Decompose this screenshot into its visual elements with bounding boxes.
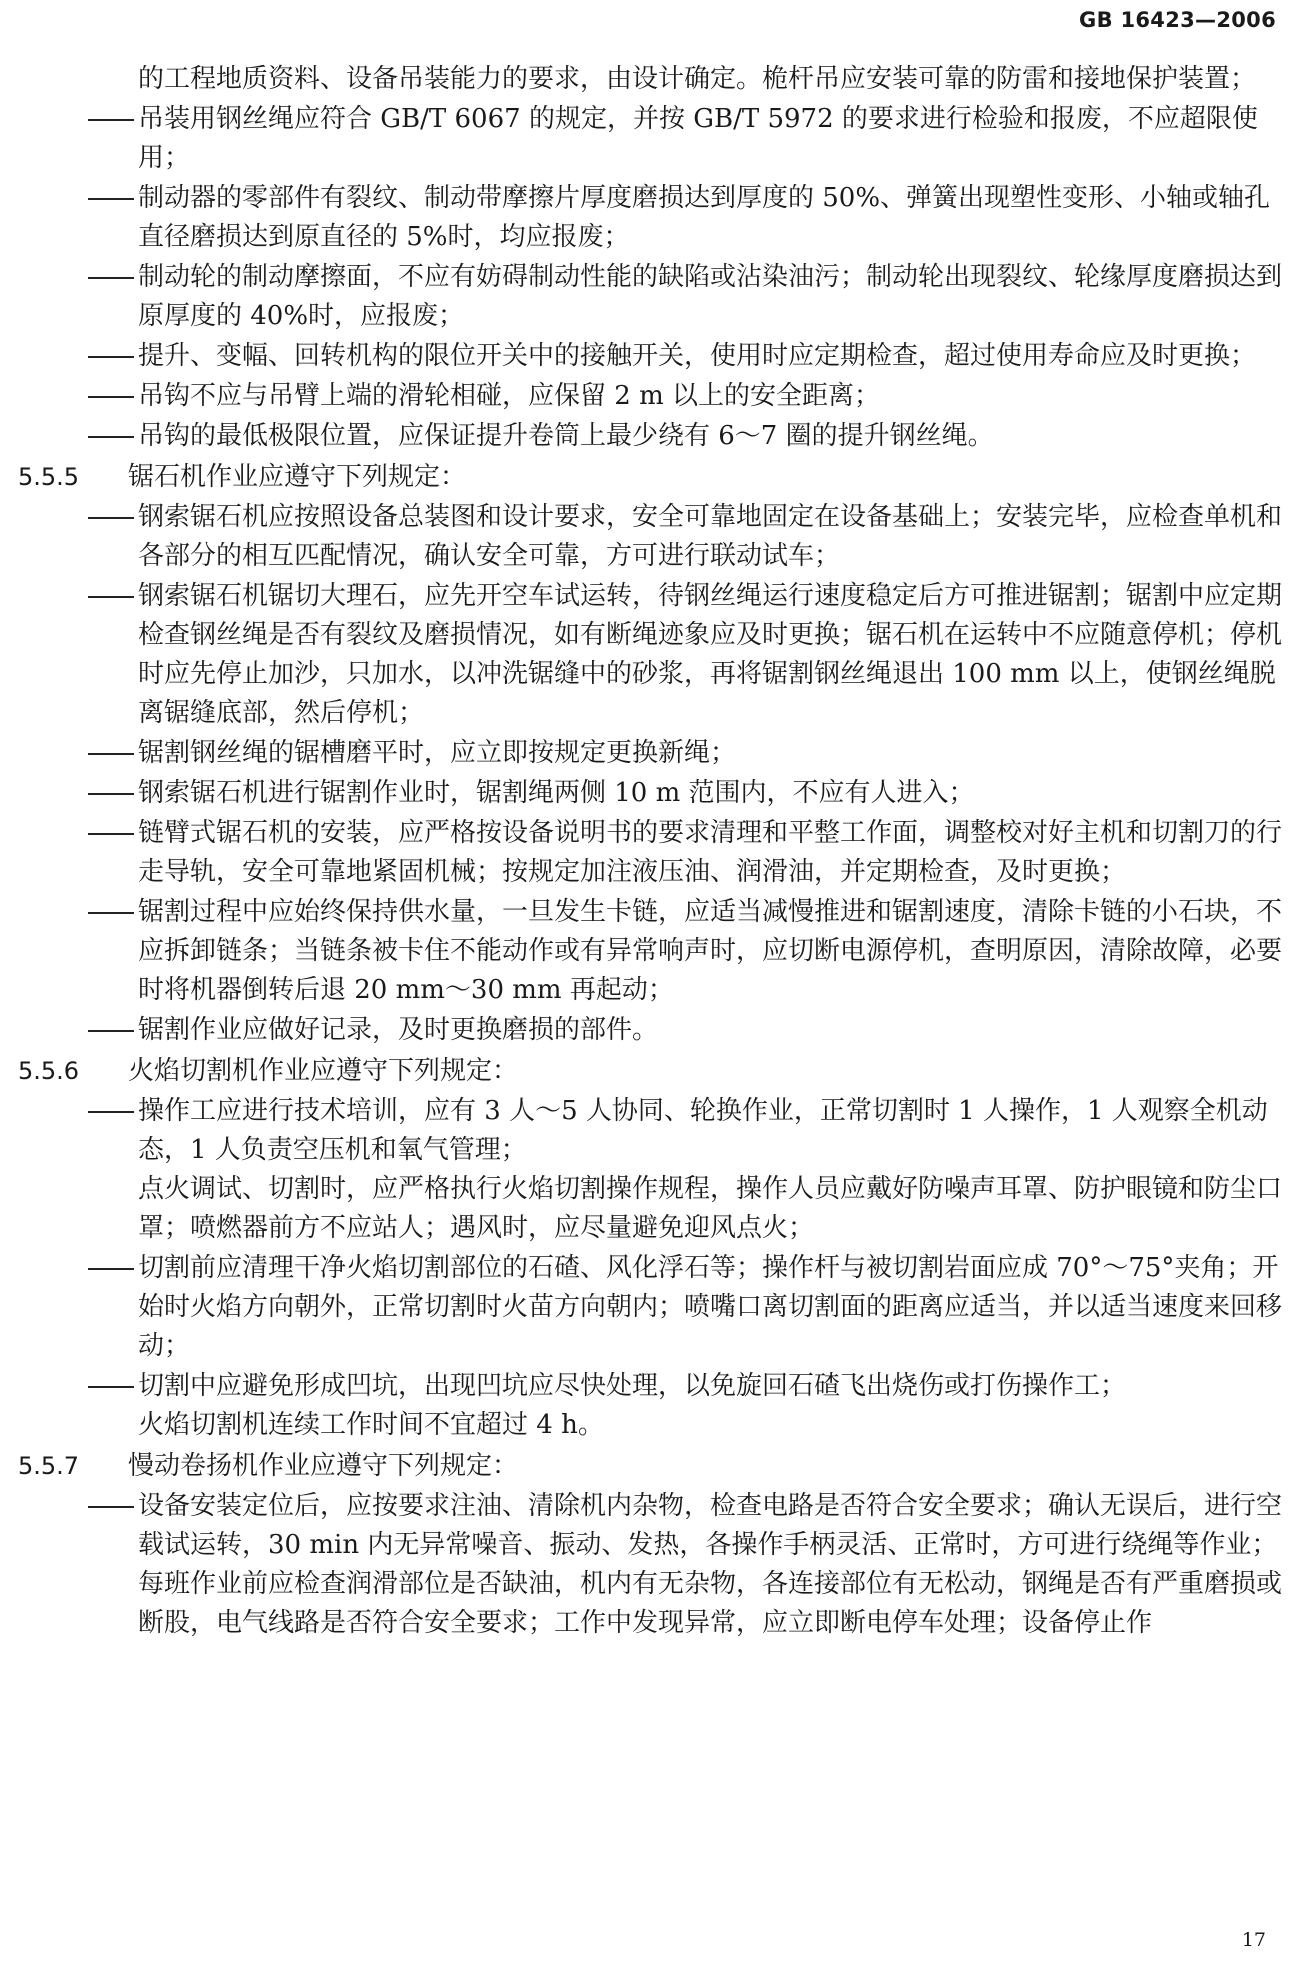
list-item	[16, 577, 1286, 733]
list-item	[16, 258, 1286, 336]
em-dash-marker	[88, 1487, 138, 1526]
em-dash-marker	[88, 337, 138, 376]
em-dash-marker	[88, 1367, 138, 1406]
list-item	[16, 1487, 1286, 1565]
list-item-text: 设备安装定位后，应按要求注油、清除机内杂物，检查电路是否符合安全要求；确认无误后，进行空载试运转，30 min 内无异常噪音、振动、发热，各操作手柄灵活、正常时，方可进行绕绳等作业；	[138, 1491, 1283, 1560]
list-item-text: 吊装用钢丝绳应符合 GB/T 6067 的规定，并按 GB/T 5972 的要求进行检验和报废，不应超限使用；	[138, 104, 1258, 173]
list-item	[16, 814, 1286, 892]
clause-number: 5.5.5	[18, 463, 80, 491]
clause-number: 5.5.7	[18, 1452, 80, 1480]
list-item	[16, 417, 1286, 456]
clause-heading	[16, 458, 1286, 497]
em-dash-marker	[88, 179, 138, 218]
list-item	[16, 734, 1286, 773]
list-item-text: 锯割钢丝绳的锯槽磨平时，应立即按规定更换新绳；	[138, 738, 737, 768]
list-item-text: 钢索锯石机锯切大理石，应先开空车试运转，待钢丝绳运行速度稳定后方可推进锯割；锯割中应定期检查钢丝绳是否有裂纹及磨损情况，如有断绳迹象应及时更换；锯石机在运转中不应随意停机；停机时应先停止加沙，只加水，以冲洗锯缝中的砂浆，再将锯割钢丝绳退出 100 mm 以上，使钢丝绳脱离锯缝底部，然后停机；	[138, 581, 1283, 728]
em-dash-marker	[88, 893, 138, 932]
list-item-text: 钢索锯石机应按照设备总装图和设计要求，安全可靠地固定在设备基础上；安装完毕，应检查单机和各部分的相互匹配情况，确认安全可靠，方可进行联动试车；	[138, 502, 1283, 571]
clause-title: 锯石机作业应遵守下列规定：	[128, 462, 467, 492]
em-dash-marker	[88, 734, 138, 773]
list-item-text: 制动器的零部件有裂纹、制动带摩擦片厚度磨损达到厚度的 50%、弹簧出现塑性变形、小轴或轴孔直径磨损达到原直径的 5%时，均应报废；	[138, 183, 1271, 252]
em-dash-marker	[88, 377, 138, 416]
em-dash-marker	[88, 1092, 138, 1131]
page-number: 17	[1241, 1929, 1266, 1951]
clause-heading	[16, 1447, 1286, 1486]
list-item-text: 切割前应清理干净火焰切割部位的石碴、风化浮石等；操作杆与被切割岩面应成 70°～75°夹角；开始时火焰方向朝外，正常切割时火苗方向朝内；喷嘴口离切割面的距离应适当，并以适当速度来回移动；	[138, 1253, 1283, 1361]
list-item-text: 提升、变幅、回转机构的限位开关中的接触开关，使用时应定期检查，超过使用寿命应及时更换；	[138, 341, 1257, 371]
clause-number: 5.5.6	[18, 1057, 80, 1085]
list-item	[16, 1249, 1286, 1366]
list-item-text: 锯割作业应做好记录，及时更换磨损的部件。	[138, 1015, 659, 1045]
list-item: 点火调试、切割时，应严格执行火焰切割操作规程，操作人员应戴好防噪声耳罩、防护眼镜和防尘口罩；喷燃器前方不应站人；遇风时，应尽量避免迎风点火；	[138, 1174, 1283, 1243]
document-body	[16, 60, 1286, 1643]
list-item: 每班作业前应检查润滑部位是否缺油，机内有无杂物，各连接部位有无松动，钢绳是否有严重磨损或断股，电气线路是否符合安全要求；工作中发现异常，应立即断电停车处理；设备停止作	[138, 1569, 1283, 1638]
list-item-text: 钢索锯石机进行锯割作业时，锯割绳两侧 10 m 范围内，不应有人进入；	[138, 778, 975, 808]
em-dash-marker	[88, 577, 138, 616]
list-item	[16, 377, 1286, 416]
continued-paragraph: 的工程地质资料、设备吊装能力的要求，由设计确定。桅杆吊应安装可靠的防雷和接地保护装置；	[138, 64, 1257, 94]
list-item-text: 制动轮的制动摩擦面，不应有妨碍制动性能的缺陷或沾染油污；制动轮出现裂纹、轮缘厚度磨损达到原厚度的 40%时，应报废；	[138, 262, 1283, 331]
em-dash-marker	[88, 774, 138, 813]
list-item	[16, 893, 1286, 1010]
clause-title: 火焰切割机作业应遵守下列规定：	[128, 1056, 519, 1086]
list-item-text: 吊钩的最低极限位置，应保证提升卷筒上最少绕有 6～7 圈的提升钢丝绳。	[138, 421, 994, 451]
list-item	[16, 774, 1286, 813]
em-dash-marker	[88, 814, 138, 853]
list-item	[16, 498, 1286, 576]
list-item	[16, 179, 1286, 257]
list-item	[16, 1367, 1286, 1406]
em-dash-marker	[88, 1011, 138, 1050]
list-item-text: 吊钩不应与吊臂上端的滑轮相碰，应保留 2 m 以上的安全距离；	[138, 381, 880, 411]
list-item-text: 操作工应进行技术培训，应有 3 人～5 人协同、轮换作业，正常切割时 1 人操作，1 人观察全机动态，1 人负责空压机和氧气管理；	[138, 1096, 1268, 1165]
standard-code: GB 16423—2006	[1079, 8, 1276, 32]
list-item: 火焰切割机连续工作时间不宜超过 4 h。	[138, 1410, 604, 1440]
list-item	[16, 337, 1286, 376]
list-item-text: 链臂式锯石机的安装，应严格按设备说明书的要求清理和平整工作面，调整校对好主机和切割刀的行走导轨，安全可靠地紧固机械；按规定加注液压油、润滑油，并定期检查，及时更换；	[138, 818, 1283, 887]
list-item-text: 锯割过程中应始终保持供水量，一旦发生卡链，应适当减慢推进和锯割速度，清除卡链的小石块，不应拆卸链条；当链条被卡住不能动作或有异常响声时，应切断电源停机，查明原因，清除故障，必要时将机器倒转后退 20 mm～30 mm 再起动；	[138, 897, 1283, 1005]
clause-heading	[16, 1052, 1286, 1091]
list-item-text: 切割中应避免形成凹坑，出现凹坑应尽快处理，以免旋回石碴飞出烧伤或打伤操作工；	[138, 1371, 1127, 1401]
list-item	[16, 1011, 1286, 1050]
em-dash-marker	[88, 417, 138, 456]
clause-title: 慢动卷扬机作业应遵守下列规定：	[128, 1451, 519, 1481]
em-dash-marker	[88, 1249, 138, 1288]
list-item	[16, 1092, 1286, 1170]
list-item	[16, 100, 1286, 178]
em-dash-marker	[88, 258, 138, 297]
em-dash-marker	[88, 100, 138, 139]
em-dash-marker	[88, 498, 138, 537]
